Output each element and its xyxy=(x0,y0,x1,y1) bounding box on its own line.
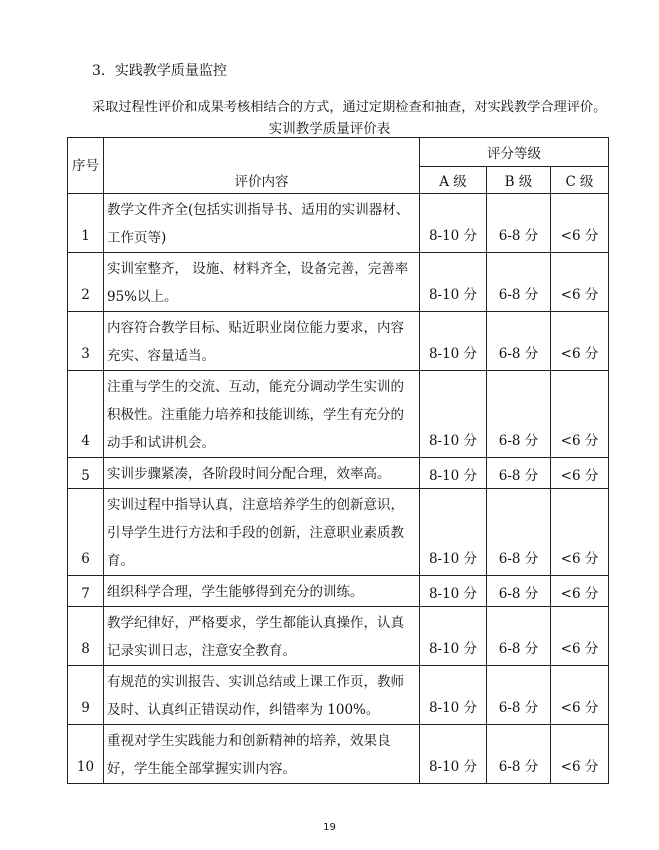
table-row xyxy=(68,576,609,607)
row-grade-c: <6 分 xyxy=(551,194,609,253)
table-row xyxy=(68,666,609,725)
row-grade-c: <6 分 xyxy=(551,312,609,371)
row-grade-b: 6-8 分 xyxy=(487,253,551,312)
row-grade-b: 6-8 分 xyxy=(487,458,551,489)
table-row xyxy=(68,725,609,784)
row-number: 8 xyxy=(68,607,104,666)
row-grade-b: 6-8 分 xyxy=(487,725,551,784)
row-number: 4 xyxy=(68,371,104,458)
table-row xyxy=(68,607,609,666)
row-grade-c: <6 分 xyxy=(551,489,609,576)
row-grade-c: <6 分 xyxy=(551,666,609,725)
row-grade-b: 6-8 分 xyxy=(487,312,551,371)
intro-paragraph: 采取过程性评价和成果考核相结合的方式，通过定期检查和抽查，对实践教学合理评价。 xyxy=(92,100,607,115)
row-number: 9 xyxy=(68,666,104,725)
header-grade-group: 评分等级 xyxy=(420,138,609,167)
row-grade-b: 6-8 分 xyxy=(487,194,551,253)
row-content: 教学纪律好，严格要求，学生都能认真操作，认真记录实训日志，注意安全教育。 xyxy=(104,607,420,666)
row-grade-c: <6 分 xyxy=(551,253,609,312)
evaluation-table xyxy=(67,137,609,784)
row-grade-b: 6-8 分 xyxy=(487,666,551,725)
row-content: 注重与学生的交流、互动，能充分调动学生实训的积极性。注重能力培养和技能训练，学生有充分的动手和试讲机会。 xyxy=(104,371,420,458)
header-content: 评价内容 xyxy=(104,138,420,194)
row-grade-a: 8-10 分 xyxy=(420,194,487,253)
row-content: 教学文件齐全(包括实训指导书、适用的实训器材、工作页等) xyxy=(104,194,420,253)
row-number: 7 xyxy=(68,576,104,607)
row-grade-a: 8-10 分 xyxy=(420,312,487,371)
row-grade-a: 8-10 分 xyxy=(420,489,487,576)
row-grade-c: <6 分 xyxy=(551,725,609,784)
header-level-c: C 级 xyxy=(551,167,609,194)
section-title: 3．实践教学质量监控 xyxy=(92,63,227,79)
header-seq: 序号 xyxy=(68,138,104,194)
row-content: 实训室整齐， 设施、材料齐全，设备完善，完善率 95%以上。 xyxy=(104,253,420,312)
table-row xyxy=(68,312,609,371)
row-content: 重视对学生实践能力和创新精神的培养，效果良好，学生能全部掌握实训内容。 xyxy=(104,725,420,784)
header-level-a: A 级 xyxy=(420,167,487,194)
row-grade-c: <6 分 xyxy=(551,371,609,458)
row-content: 有规范的实训报告、实训总结或上课工作页，教师及时、认真纠正错误动作，纠错率为 100%。 xyxy=(104,666,420,725)
row-grade-a: 8-10 分 xyxy=(420,725,487,784)
row-number: 10 xyxy=(68,725,104,784)
row-grade-b: 6-8 分 xyxy=(487,489,551,576)
row-number: 2 xyxy=(68,253,104,312)
row-content: 内容符合教学目标、贴近职业岗位能力要求，内容充实、容量适当。 xyxy=(104,312,420,371)
row-grade-c: <6 分 xyxy=(551,458,609,489)
row-content: 实训步骤紧凑，各阶段时间分配合理，效率高。 xyxy=(104,458,420,489)
table-caption: 实训教学质量评价表 xyxy=(268,121,391,137)
row-number: 6 xyxy=(68,489,104,576)
table-row xyxy=(68,194,609,253)
row-grade-b: 6-8 分 xyxy=(487,607,551,666)
row-grade-a: 8-10 分 xyxy=(420,576,487,607)
table-row xyxy=(68,489,609,576)
row-grade-a: 8-10 分 xyxy=(420,253,487,312)
row-content: 组织科学合理，学生能够得到充分的训练。 xyxy=(104,576,420,607)
table-row xyxy=(68,458,609,489)
table-row xyxy=(68,371,609,458)
row-number: 5 xyxy=(68,458,104,489)
row-grade-a: 8-10 分 xyxy=(420,607,487,666)
page-number: 19 xyxy=(323,822,336,833)
row-grade-c: <6 分 xyxy=(551,576,609,607)
row-grade-b: 6-8 分 xyxy=(487,371,551,458)
table-row xyxy=(68,253,609,312)
row-number: 1 xyxy=(68,194,104,253)
row-number: 3 xyxy=(68,312,104,371)
row-grade-c: <6 分 xyxy=(551,607,609,666)
row-content: 实训过程中指导认真，注意培养学生的创新意识，引导学生进行方法和手段的创新，注意职业素质教育。 xyxy=(104,489,420,576)
row-grade-a: 8-10 分 xyxy=(420,458,487,489)
row-grade-a: 8-10 分 xyxy=(420,371,487,458)
row-grade-a: 8-10 分 xyxy=(420,666,487,725)
row-grade-b: 6-8 分 xyxy=(487,576,551,607)
header-level-b: B 级 xyxy=(487,167,551,194)
